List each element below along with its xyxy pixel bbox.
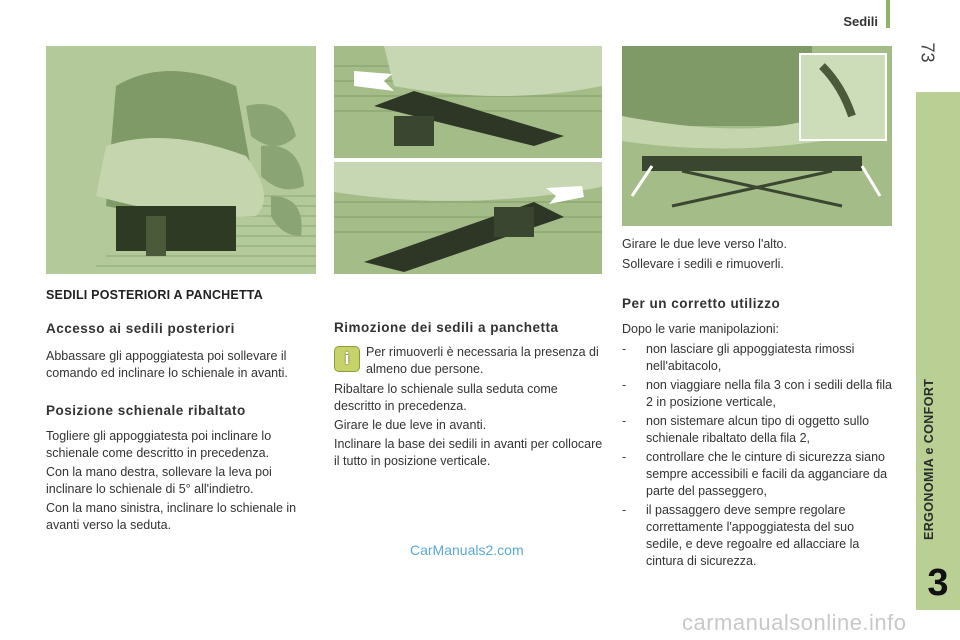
main-heading: SEDILI POSTERIORI A PANCHETTA [46,288,263,302]
list-dash: - [622,378,627,392]
list-item [622,341,892,375]
section-title: Sedili [843,14,878,29]
list-item [622,377,892,411]
removal-text-2: Girare le due leve in avanti. [334,418,487,432]
removal-heading: Rimozione dei sedili a panchetta [334,320,559,335]
list-item [622,413,892,447]
watermark-carmanuals2[interactable]: CarManuals2.com [410,542,524,558]
header-rule [886,0,890,28]
tilted-text-2: Con la mano destra, sollevare la leva poi inclinare lo schienale di 5° all'indietro. [46,465,272,496]
chapter-label [922,506,936,540]
tilted-text-1: Togliere gli appoggiatesta poi inclinare lo schienale come descritto in precedenza. [46,429,272,460]
illustration-lever-side [334,162,602,274]
list-dash: - [622,342,627,356]
list-dash: - [622,414,627,428]
illustration-lever-front [334,46,602,158]
illustration-seat-folding [46,46,316,274]
illustration-seat-removal [622,46,892,226]
lever-text: Girare le due leve verso l'alto. [622,237,787,251]
tilted-text-3: Con la mano sinistra, inclinare lo schienale in avanti verso la seduta. [46,501,297,532]
list-item-text: il passaggero deve sempre regolare correttamente l'appoggiatesta del suo sedile, e deve regoalre ed allacciare la cintura di sicurezza. [646,503,860,568]
usage-intro: Dopo le varie manipolazioni: [622,322,780,336]
lift-text: Sollevare i sedili e rimuoverli. [622,257,784,271]
page-number: 73 [917,42,938,63]
usage-heading: Per un corretto utilizzo [622,296,781,311]
info-text: Per rimuoverli è necessaria la presenza di almeno due persone. [366,345,599,376]
chapter-number: 3 [927,562,949,604]
access-heading: Accesso ai sedili posteriori [46,321,235,336]
access-text: Abbassare gli appoggiatesta poi sollevare il comando ed inclinare lo schienale in avanti. [46,349,288,380]
list-item-text: non viaggiare nella fila 3 con i sedili della fila 2 in posizione verticale, [646,378,892,409]
list-item-text: non sistemare alcun tipo di oggetto sullo schienale ribaltato della fila 2, [646,414,870,445]
list-item [622,449,892,501]
list-dash: - [622,450,627,464]
removal-text-3: Inclinare la base dei sedili in avanti per collocare il tutto in posizione verticale. [334,437,603,468]
list-item-text: non lasciare gli appoggiatesta rimossi nell'abitacolo, [646,342,855,373]
list-item-text: controllare che le cinture di sicurezza siano sempre accessibili e facili da agganciare da parte del passeggero, [646,450,888,498]
watermark-carmanualsonline[interactable]: carmanualsonline.info [682,610,907,635]
list-dash: - [622,503,627,517]
info-icon: i [334,346,360,372]
removal-text-1: Ribaltare lo schienale sulla seduta come descritto in precedenza. [334,382,558,413]
tilted-heading: Posizione schienale ribaltato [46,403,246,418]
list-item [622,502,892,572]
